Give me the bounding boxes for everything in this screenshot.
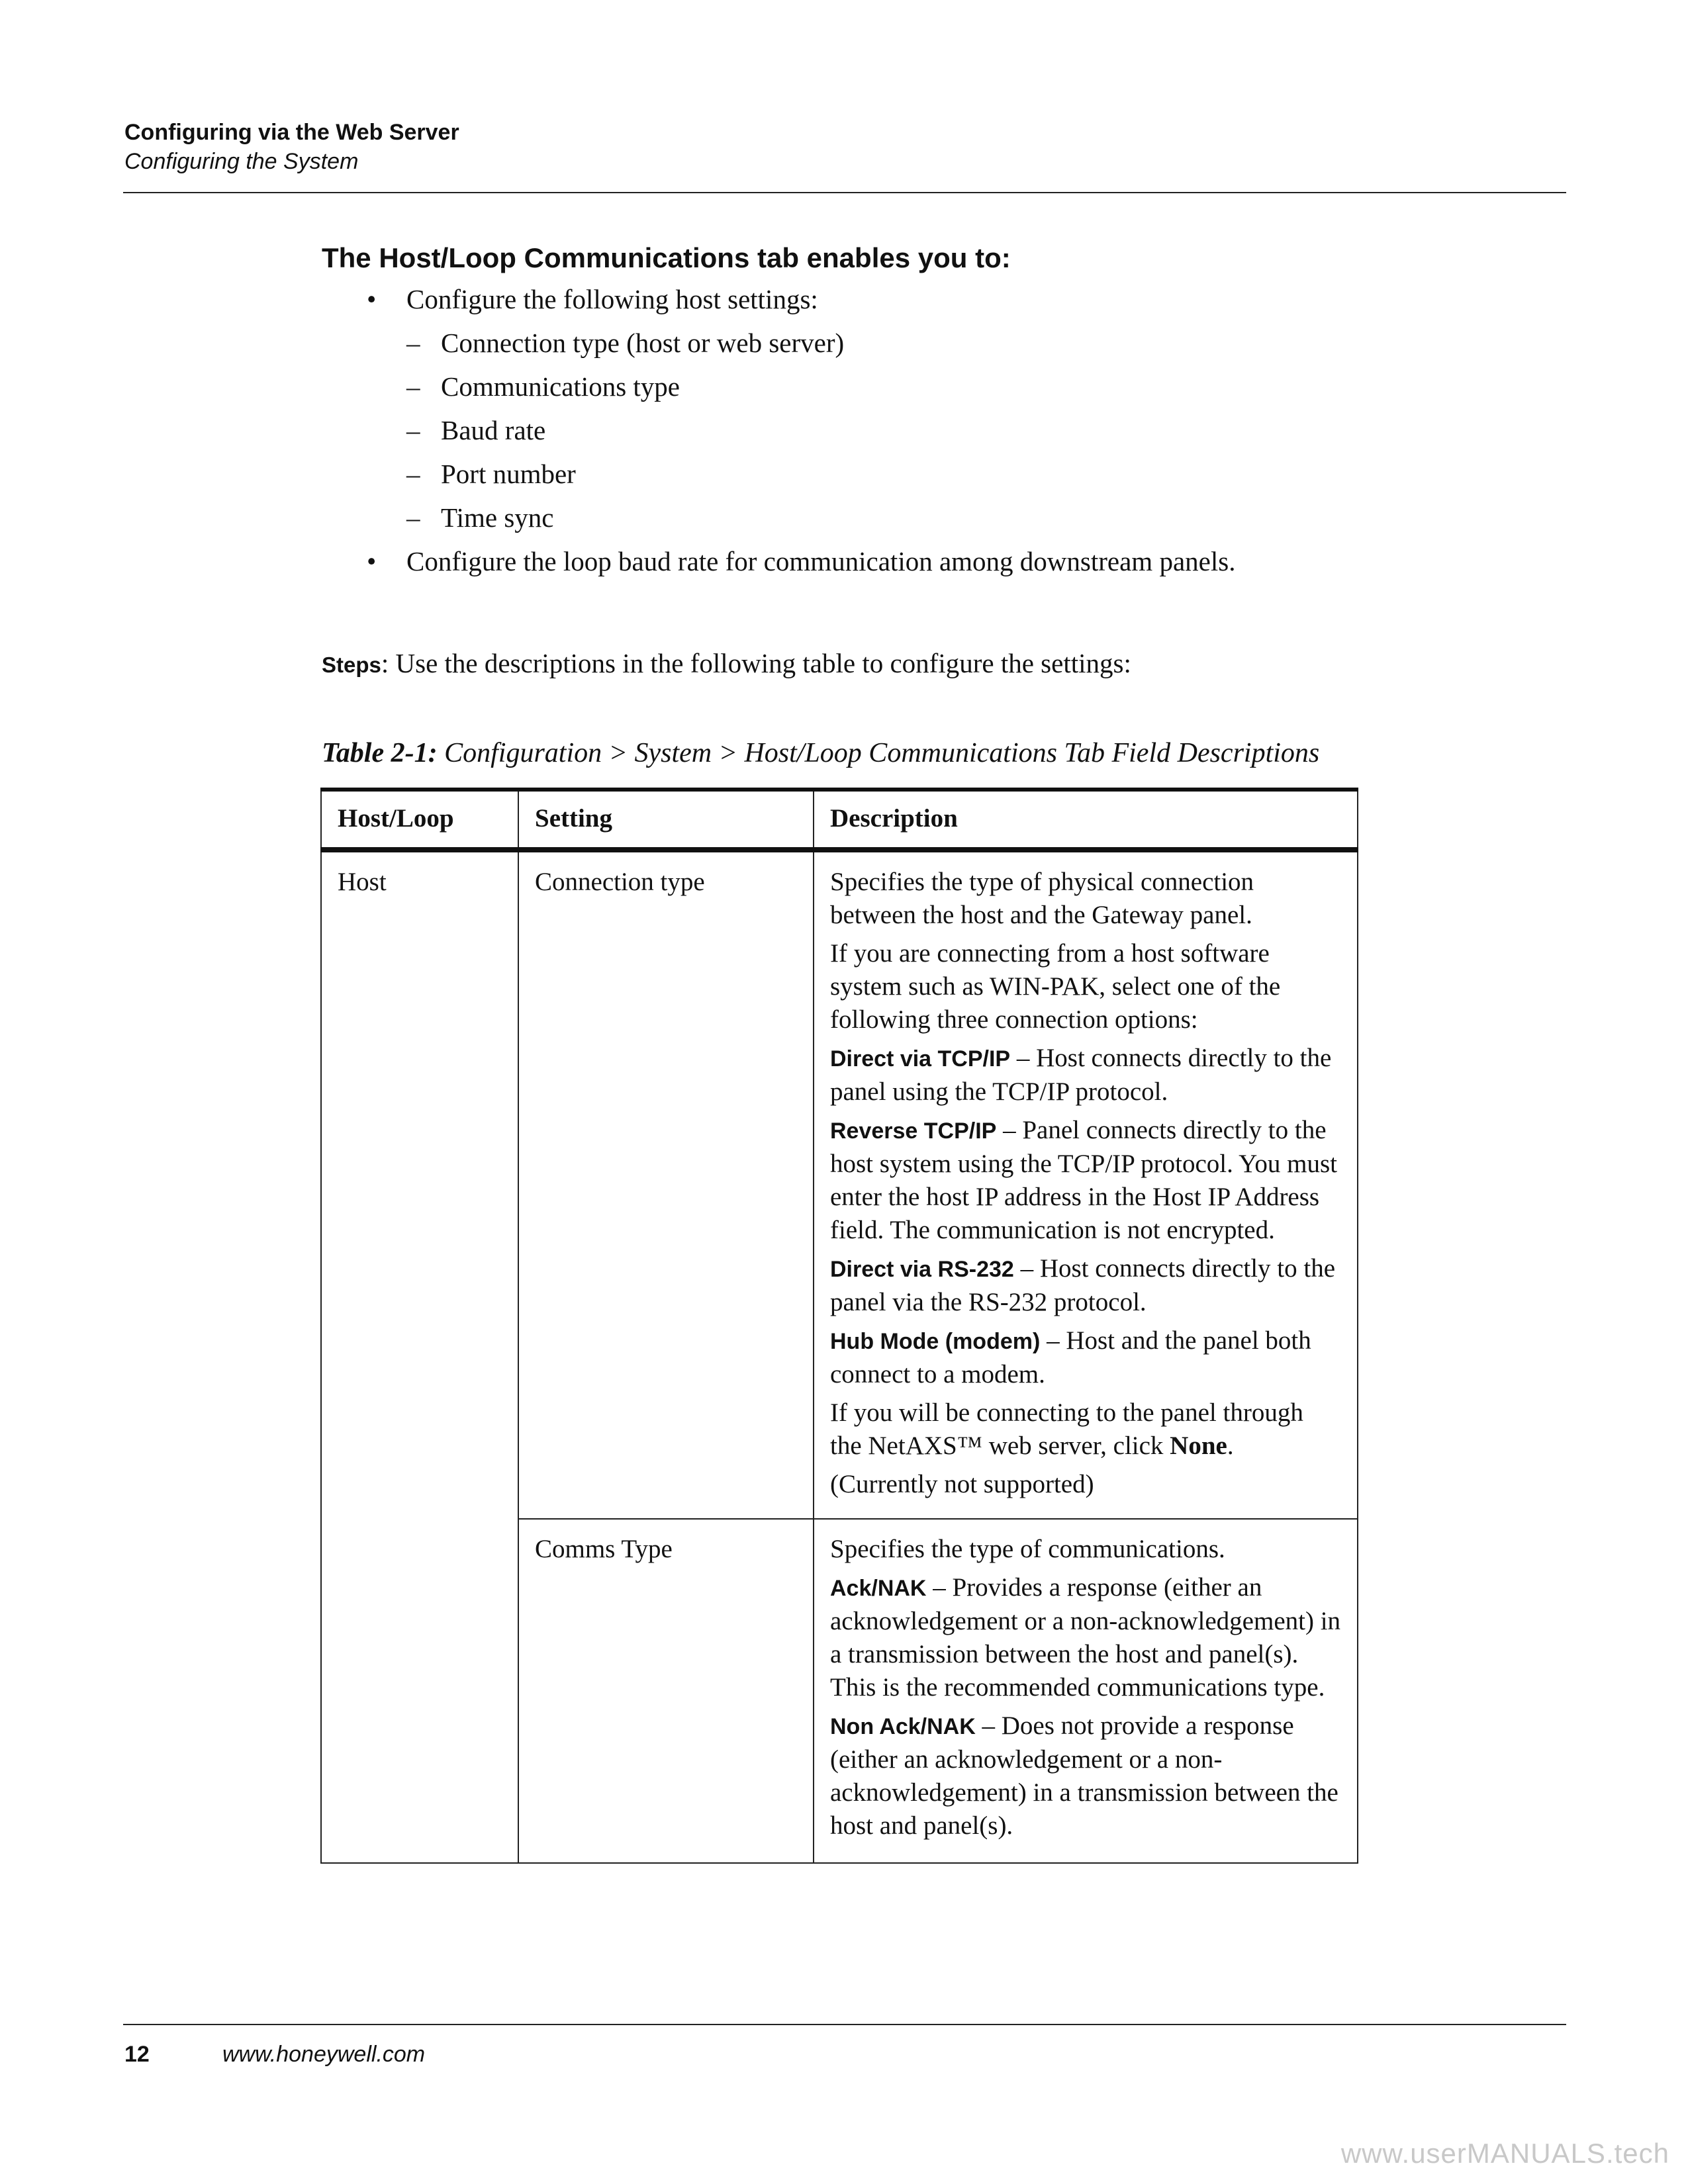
footer-rule [123, 2024, 1566, 2025]
description-paragraph: (Currently not supported) [830, 1470, 1094, 1498]
description-paragraph: Non Ack/NAK – Does not provide a response (either an acknowledgement or a non-acknowledgement) in a transmission between the host and panel(s). [830, 1711, 1338, 1840]
page-number: 12 [124, 2042, 150, 2067]
option-term: Reverse TCP/IP [830, 1118, 997, 1144]
table-caption [322, 735, 1319, 772]
sub-item-text: Baud rate [441, 415, 546, 445]
option-term: Direct via TCP/IP [830, 1046, 1011, 1071]
bullet-text: Configure the following host settings: [406, 284, 818, 314]
column-header-description: Description [814, 790, 1358, 850]
description-paragraph: If you will be connecting to the panel through the NetAXS™ web server, click None. [830, 1398, 1303, 1460]
description-paragraph: Ack/NAK – Provides a response (either an acknowledgement or a non-acknowledgement) in a transmission between the host and panel(s). This is the recommended communications type. [830, 1573, 1341, 1702]
table-caption-text: Configuration > System > Host/Loop Communications Tab Field Descriptions [444, 738, 1320, 768]
steps-paragraph [322, 645, 1131, 684]
description-paragraph: Hub Mode (modem) – Host and the panel both connect to a modem. [830, 1326, 1311, 1388]
setting-cell: Comms Type [518, 1519, 814, 1863]
sub-item-text: Communications type [441, 371, 680, 402]
host-loop-cell: Host [321, 850, 518, 1863]
table-header-row [321, 790, 1358, 850]
column-header-setting: Setting [518, 790, 814, 850]
dash-mark: – [406, 415, 420, 445]
sub-item-text: Port number [441, 459, 576, 489]
table-row [321, 850, 1358, 1519]
running-header [124, 118, 459, 176]
section-title: Configuring the System [124, 149, 359, 174]
intro-heading: The Host/Loop Communications tab enables you to: [322, 242, 1011, 273]
description-paragraph: Reverse TCP/IP – Panel connects directly to the host system using the TCP/IP protocol. You must enter the host IP address in the Host IP Address field. The communication is not encrypted. [830, 1116, 1338, 1244]
option-term: Hub Mode (modem) [830, 1329, 1041, 1354]
column-header-host-loop: Host/Loop [321, 790, 518, 850]
dash-mark: – [406, 328, 420, 358]
dash-mark: – [406, 502, 420, 533]
option-term: Non Ack/NAK [830, 1714, 976, 1739]
website-link[interactable]: www.honeywell.com [222, 2042, 426, 2067]
description-paragraph: If you are connecting from a host software system such as WIN-PAK, select one of the following three connection options: [830, 939, 1281, 1034]
option-term: Direct via RS-232 [830, 1257, 1014, 1282]
description-paragraph: Direct via TCP/IP – Host connects directly to the panel using the TCP/IP protocol. [830, 1044, 1332, 1106]
bullet-mark: • [367, 546, 377, 576]
setting-cell: Connection type [518, 850, 814, 1519]
header-rule [123, 192, 1566, 193]
table-caption-label: Table 2-1: [322, 738, 438, 768]
description-paragraph: Specifies the type of physical connection between the host and the Gateway panel. [830, 868, 1254, 929]
option-term: Ack/NAK [830, 1576, 927, 1601]
description-paragraph: Specifies the type of communications. [830, 1535, 1225, 1563]
steps-text: : Use the descriptions in the following table to configure the settings: [381, 648, 1131, 678]
description-paragraph: Direct via RS-232 – Host connects directly to the panel via the RS-232 protocol. [830, 1254, 1336, 1316]
chapter-title: Configuring via the Web Server [124, 120, 459, 145]
bullet-mark: • [367, 284, 377, 314]
sub-item-text: Time sync [441, 502, 554, 533]
steps-label: Steps [322, 653, 381, 677]
none-option: None [1170, 1432, 1227, 1460]
description-cell [814, 850, 1358, 1519]
dash-mark: – [406, 371, 420, 402]
sub-item-text: Connection type (host or web server) [441, 328, 845, 358]
dash-mark: – [406, 459, 420, 489]
bullet-text: Configure the loop baud rate for communication among downstream panels. [406, 546, 1236, 576]
description-cell [814, 1519, 1358, 1863]
watermark: www.userMANUALS.tech [1340, 2138, 1669, 2169]
field-descriptions-table [320, 788, 1358, 1864]
